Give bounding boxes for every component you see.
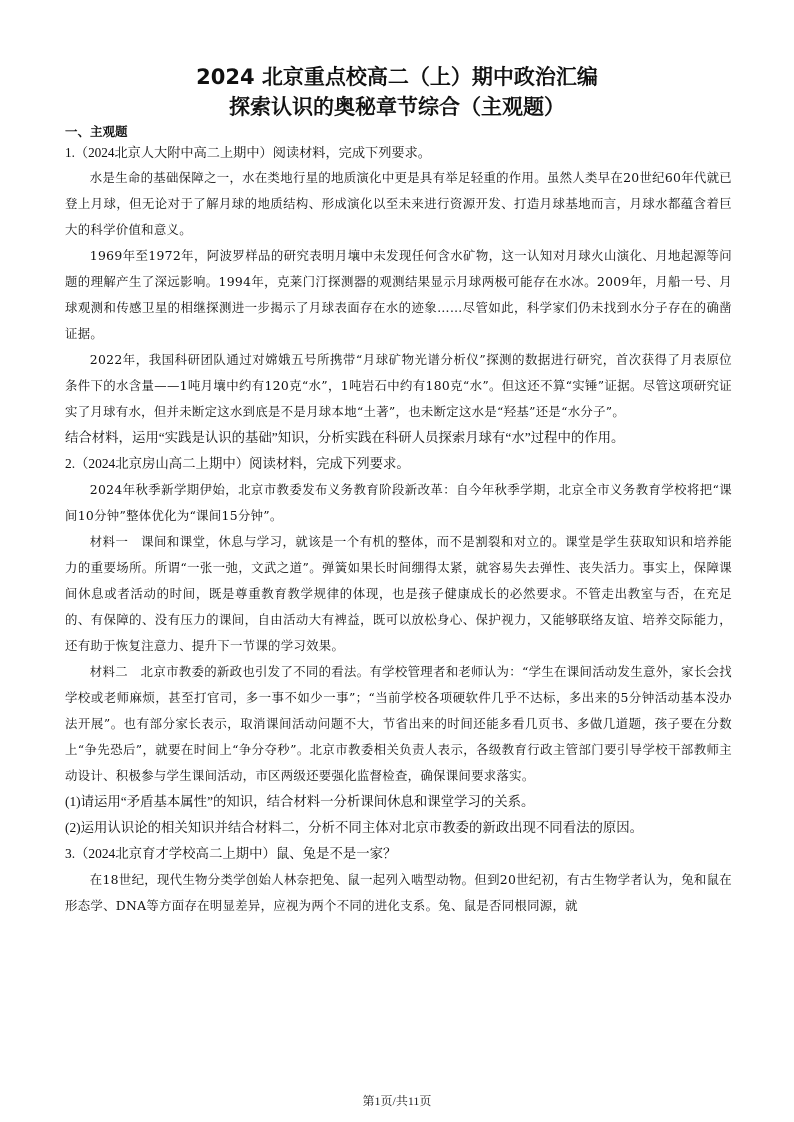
question-3 [65, 841, 732, 919]
question-2 [65, 451, 732, 841]
page-footer: 第1页/共11页 [362, 1094, 432, 1108]
document-body [65, 124, 732, 919]
document-title-line2: 探索认识的奥秘章节综合（主观题） [229, 95, 565, 119]
question-2-subquestion-2: (2)运用认识论的相关知识并结合材料二，分析不同主体对北京市教委的新政出现不同看法的原因。 [65, 820, 644, 835]
question-1-paragraph: 1969年至1972年，阿波罗样品的研究表明月壤中未发现任何含水矿物，这一认知对月球火山演化、月地起源等问题的理解产生了深远影响。1994年，克莱门汀探测器的观测结果显示月球两极可能存在水冰。2009年，月船一号、月球观测和传感卫星的相继探测进一步揭示了月球表面存在水的迹象……尽管如此，科学家们仍未找到水分子存在的确凿证据。 [65, 248, 732, 341]
question-2-subquestion-1: (1)请运用“矛盾基本属性”的知识，结合材料一分析课间休息和课堂学习的关系。 [65, 794, 535, 809]
question-1-header: 1.（2024北京人大附中高二上期中）阅读材料，完成下列要求。 [65, 145, 431, 160]
document-title-line1: 2024 北京重点校高二（上）期中政治汇编 [196, 65, 598, 89]
section-heading: 一、主观题 [65, 124, 128, 139]
question-1 [65, 143, 732, 451]
question-2-header: 2.（2024北京房山高二上期中）阅读材料，完成下列要求。 [65, 456, 410, 471]
question-2-material-1: 材料一 课间和课堂，休息与学习，就该是一个有机的整体，而不是割裂和对立的。课堂是学生获取知识和培养能力的重要场所。所谓“一张一弛，文武之道”。弹簧如果长时间绷得太紧，就容易失去弹性、丧失活力。事实上，保障课间休息或者活动的时间，既是尊重教育教学规律的体现，也是孩子健康成长的必然要求。不管走出教室与否，在充足的、有保障的、没有压力的课间，自由活动大有裨益，既可以放松身心、保护视力，又能够联络友谊、培养交际能力，还有助于恢复注意力、提升下一节课的学习效果。 [65, 534, 732, 653]
question-3-paragraph: 在18世纪，现代生物分类学创始人林奈把兔、鼠一起列入啮型动物。但到20世纪初，有古生物学者认为，兔和鼠在形态学、DNA等方面存在明显差异，应视为两个不同的进化支系。兔、鼠是否同根同源，就 [65, 872, 732, 913]
question-1-task: 结合材料，运用“实践是认识的基础”知识，分析实践在科研人员探索月球有“水”过程中的作用。 [65, 430, 625, 445]
question-3-header: 3.（2024北京育才学校高二上期中）鼠、兔是不是一家？ [65, 846, 397, 861]
question-1-paragraph: 2022年，我国科研团队通过对嫦娥五号所携带“月球矿物光谱分析仪”探测的数据进行研究，首次获得了月表原位条件下的水含量——1吨月壤中约有120克“水”，1吨岩石中约有180克“水”。但这还不算“实锤”证据。尽管这项研究证实了月球有水，但并未断定这水到底是不是月球本地“土著”，也未断定这水是“羟基”还是“水分子”。 [65, 352, 732, 419]
question-2-paragraph: 2024年秋季新学期伊始，北京市教委发布义务教育阶段新改革：自今年秋季学期，北京全市义务教育学校将把“课间10分钟”整体优化为“课间15分钟”。 [65, 482, 732, 523]
question-2-material-2: 材料二 北京市教委的新政也引发了不同的看法。有学校管理者和老师认为：“学生在课间活动发生意外，家长会找学校或老师麻烦，甚至打官司，多一事不如少一事”；“当前学校各项硬软件几乎不达标，多出来的5分钟活动基本没办法开展”。也有部分家长表示，取消课间活动问题不大，节省出来的时间还能多看几页书、多做几道题，孩子要在分数上“争先恐后”，就要在时间上“争分夺秒”。北京市教委相关负责人表示，各级教育行政主管部门要引导学校干部教师主动设计、积极参与学生课间活动，市区两级还要强化监督检查，确保课间要求落实。 [65, 664, 732, 783]
question-1-paragraph: 水是生命的基础保障之一，水在类地行星的地质演化中更是具有举足轻重的作用。虽然人类早在20世纪60年代就已登上月球，但无论对于了解月球的地质结构、形成演化以至未来进行资源开发、打造月球基地而言，月球水都蕴含着巨大的科学价值和意义。 [65, 170, 732, 237]
